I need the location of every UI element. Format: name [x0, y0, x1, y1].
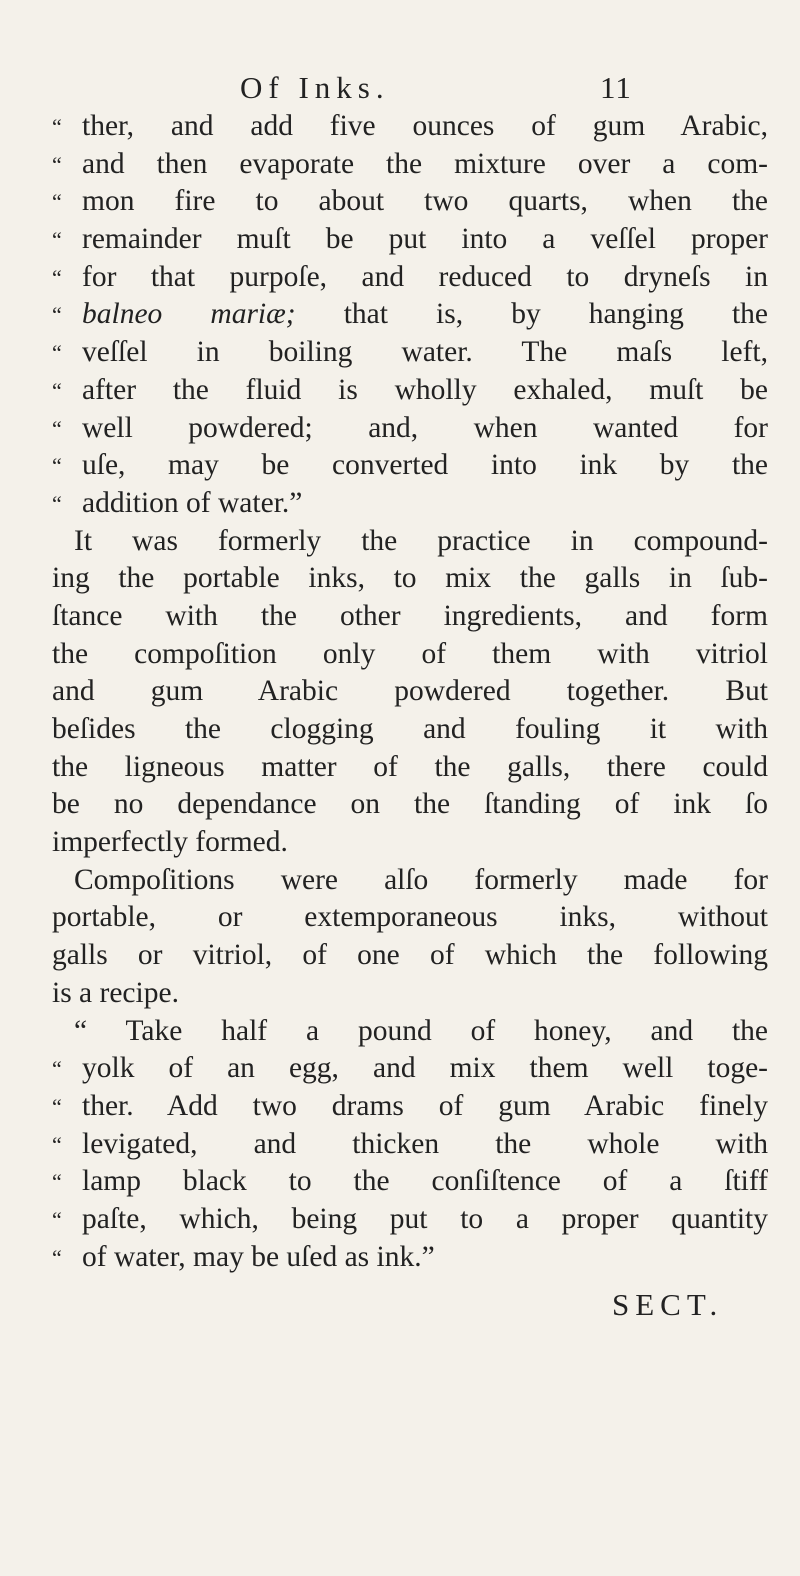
latin-phrase: balneo mariæ;	[82, 298, 296, 331]
line-text: after the fluid is wholly exhaled, muſt be	[82, 373, 768, 406]
recipe-line: “ Take half a pound of honey, and the	[74, 1014, 768, 1047]
quote-mark: “	[52, 453, 62, 479]
line-text: uſe, may be converted into ink by the	[82, 449, 768, 482]
quote-mark: “	[52, 1056, 62, 1082]
quote-mark: “	[52, 302, 62, 328]
quote-mark: “	[52, 340, 62, 366]
paragraph-line: the ligneous matter of the galls, there could	[52, 750, 768, 783]
line-text: of water, may be uſed as ink.”	[82, 1240, 435, 1273]
line-text: mon fire to about two quarts, when the	[82, 185, 768, 218]
text-line	[52, 296, 768, 334]
line-text: remainder muſt be put into a veſſel proper	[82, 223, 768, 256]
recipe-line	[52, 1163, 768, 1201]
text-line	[52, 108, 768, 146]
quote-mark: “	[52, 490, 62, 516]
recipe-line	[52, 1126, 768, 1164]
paragraph-line: ſtance with the other ingredients, and form	[52, 599, 768, 632]
quote-mark: “	[52, 1169, 62, 1195]
page-number: 11	[600, 70, 632, 105]
line-text: lamp black to the conſiſtence of a ſtiff	[82, 1165, 768, 1198]
line-text: and then evaporate the mixture over a com-	[82, 147, 768, 180]
quote-mark: “	[52, 1131, 62, 1157]
quote-mark: “	[52, 1244, 62, 1270]
paragraph-line: and gum Arabic powdered together. But	[52, 675, 768, 708]
paragraph-line: galls or vitriol, of one of which the following	[52, 939, 768, 972]
paragraph-line: the compoſition only of them with vitriol	[52, 637, 768, 670]
text-line	[52, 485, 768, 523]
paragraph-line: portable, or extemporaneous inks, without	[52, 901, 768, 934]
text-line	[52, 447, 768, 485]
paragraph-line: ing the portable inks, to mix the galls in ſub-	[52, 562, 768, 595]
line-text: levigated, and thicken the whole with	[82, 1127, 768, 1160]
text-line	[52, 183, 768, 221]
paragraph-line: imperfectly formed.	[52, 826, 288, 859]
text-line	[52, 259, 768, 297]
recipe-line	[52, 1050, 768, 1088]
line-text	[82, 296, 768, 334]
text-line	[52, 372, 768, 410]
line-text: ther. Add two drams of gum Arabic finely	[82, 1089, 768, 1122]
quote-mark: “	[52, 151, 62, 177]
paragraph-line: beſides the clogging and fouling it with	[52, 713, 768, 745]
line-text-rest: that is, by hanging the	[295, 298, 768, 331]
catchword: SECT.	[612, 1287, 724, 1322]
quote-mark: “	[52, 377, 62, 403]
running-title: Of Inks.	[240, 70, 390, 105]
recipe-line	[52, 1201, 768, 1239]
line-text: addition of water.”	[82, 486, 303, 519]
running-header	[240, 70, 660, 106]
paragraph-line: It was formerly the practice in compound-	[74, 524, 768, 557]
paragraph-line: be no dependance on the ſtanding of ink ſo	[52, 788, 768, 821]
quote-mark: “	[52, 1093, 62, 1119]
quote-mark: “	[52, 415, 62, 441]
line-text: for that purpoſe, and reduced to dryneſs in	[82, 260, 768, 293]
quote-mark: “	[52, 189, 62, 215]
text-line	[52, 410, 768, 448]
paragraph-line: Compoſitions were alſo formerly made for	[74, 863, 768, 896]
quote-mark: “	[52, 264, 62, 290]
line-text: ther, and add five ounces of gum Arabic,	[82, 110, 768, 142]
text-line	[52, 146, 768, 184]
line-text: well powdered; and, when wanted for	[82, 411, 768, 444]
line-text: paſte, which, being put to a proper quantity	[82, 1202, 768, 1235]
quote-mark: “	[52, 227, 62, 253]
quote-mark: “	[52, 1206, 62, 1232]
text-line	[52, 221, 768, 259]
recipe-line	[52, 1088, 768, 1126]
body-text	[52, 108, 768, 1276]
recipe-line	[52, 1239, 768, 1277]
line-text: yolk of an egg, and mix them well toge-	[82, 1052, 768, 1085]
text-line	[52, 334, 768, 372]
line-text: veſſel in boiling water. The maſs left,	[82, 336, 768, 369]
paragraph-line: is a recipe.	[52, 976, 179, 1009]
quote-mark: “	[52, 114, 62, 139]
